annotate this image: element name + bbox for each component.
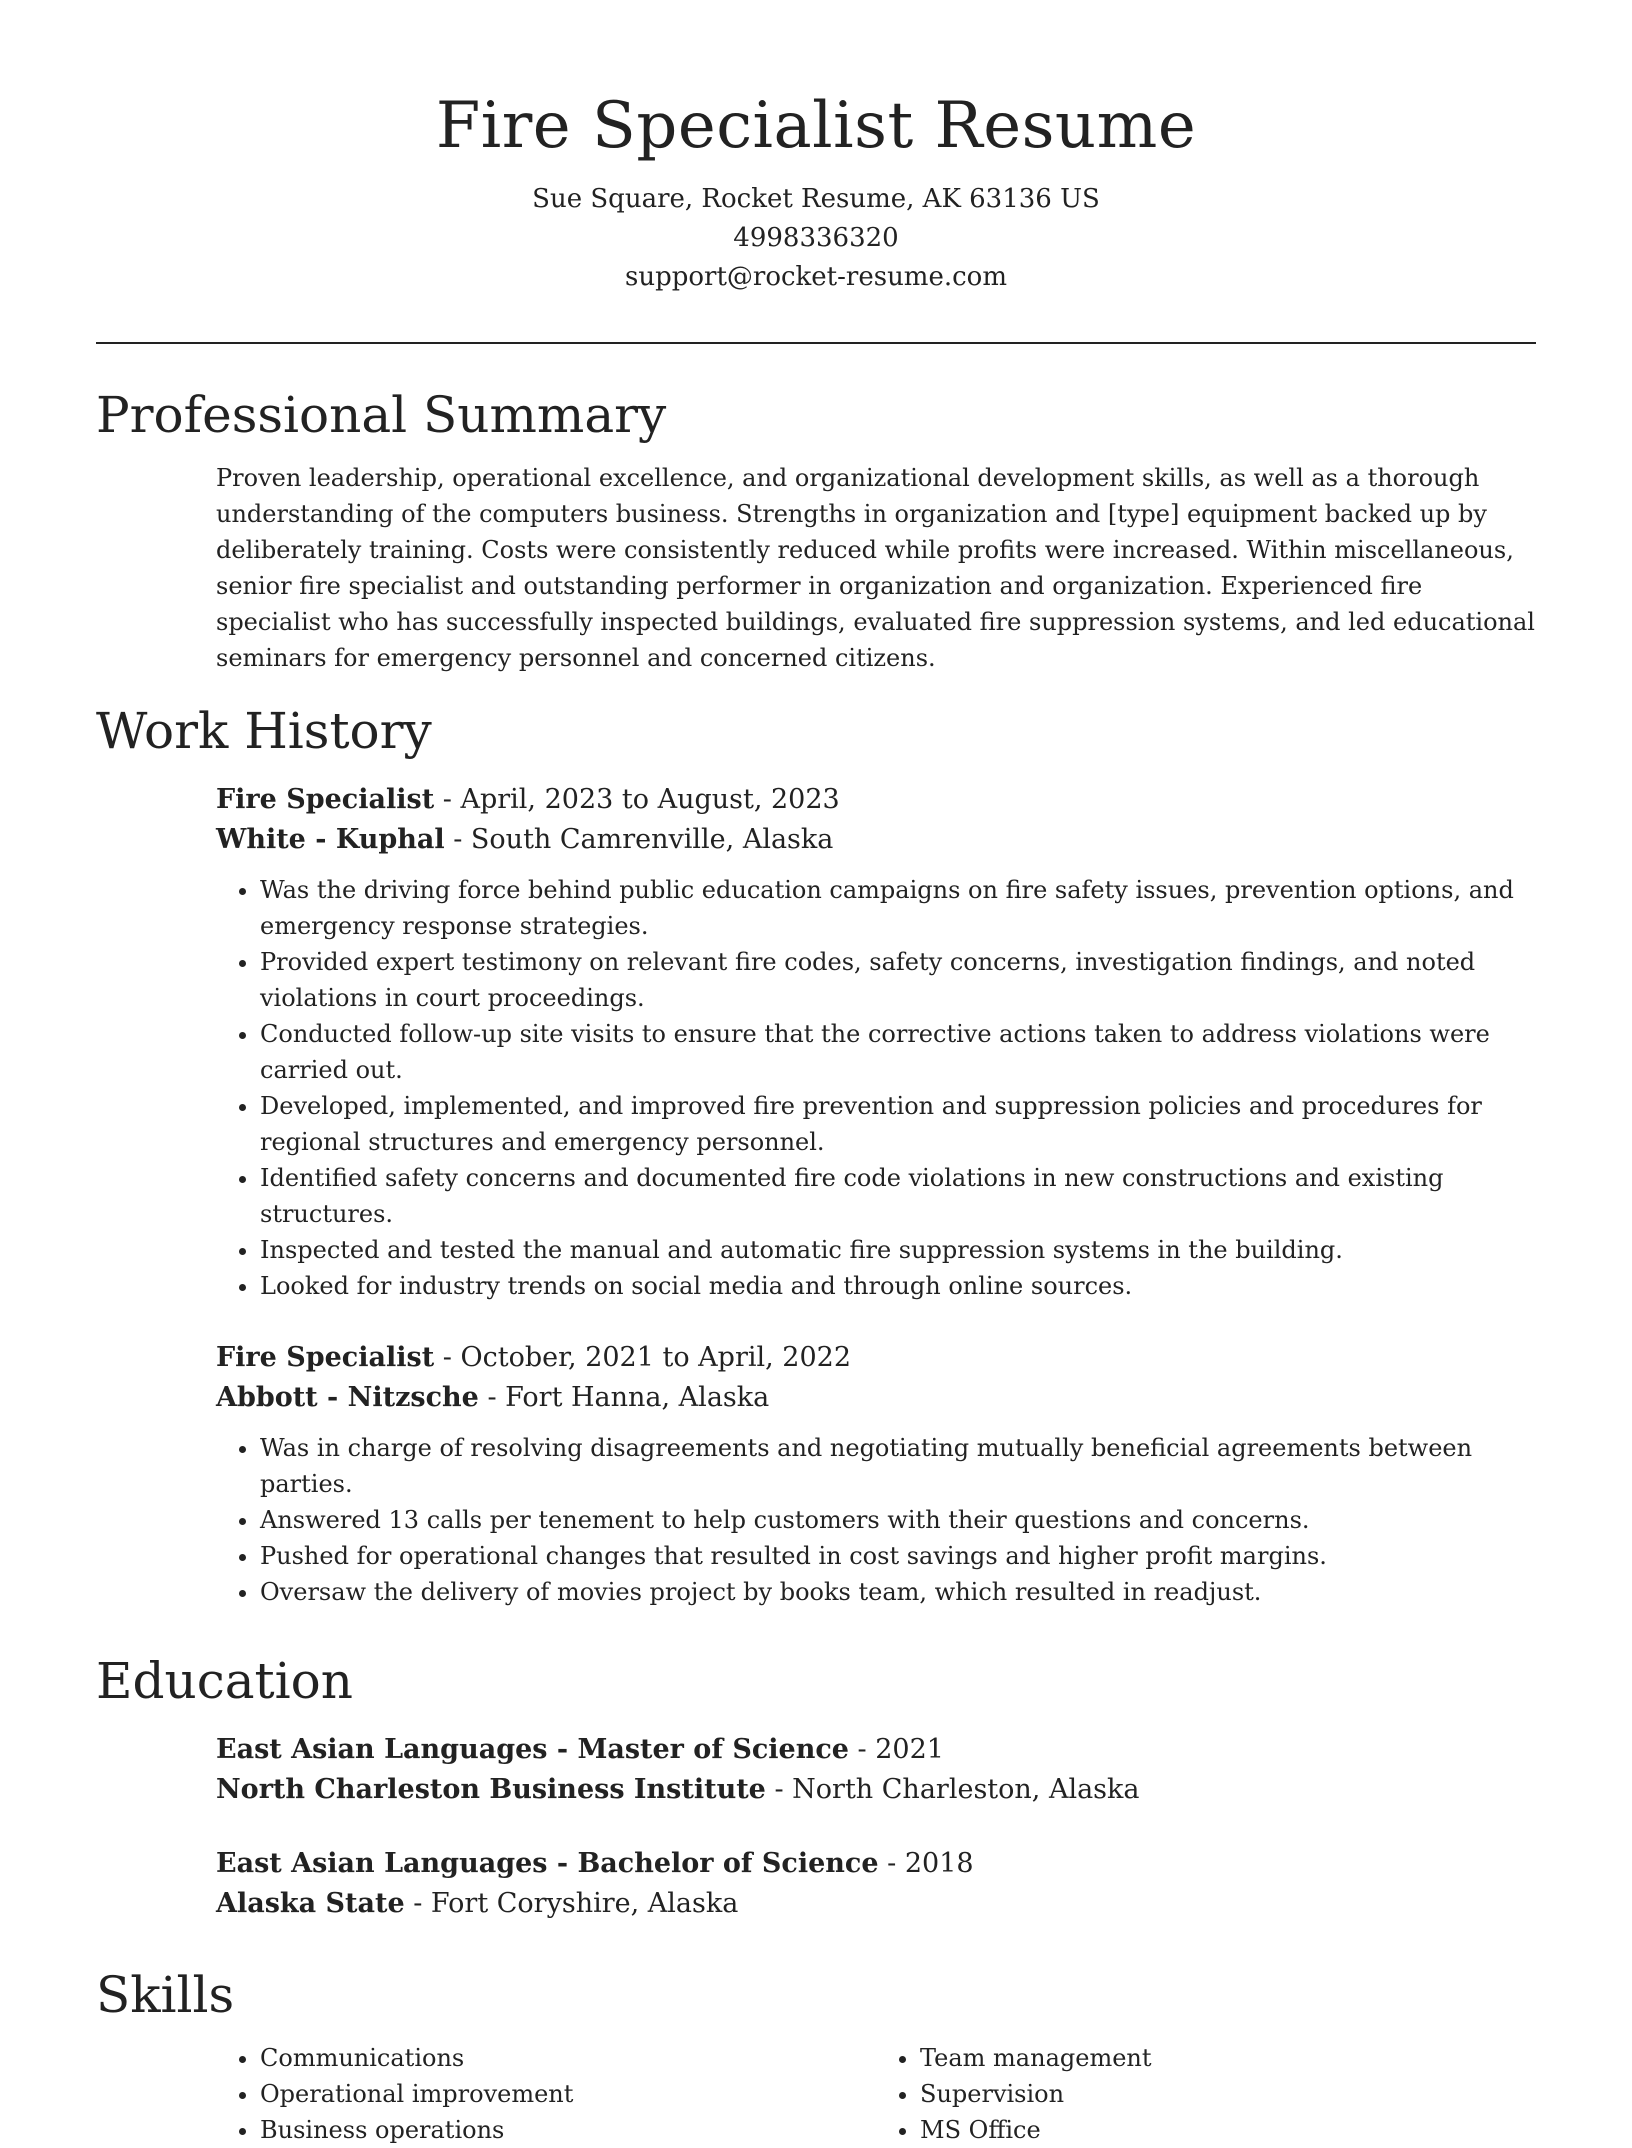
contact-block xyxy=(0,180,1632,297)
contact-phone: 4998336320 xyxy=(733,223,899,253)
education-section xyxy=(96,1644,1536,1924)
job-bullets xyxy=(216,872,1536,1304)
skill-item: • Supervision xyxy=(920,2076,1536,2112)
skills-heading: Skills xyxy=(96,1966,235,2024)
education-heading: Education xyxy=(96,1652,353,1710)
education-degree-line xyxy=(216,1730,1536,1770)
education-school: North Charleston Business Institute xyxy=(216,1774,766,1805)
header-divider xyxy=(96,342,1536,344)
education-degree: East Asian Languages - Master of Science xyxy=(216,1734,849,1765)
skills-column-left xyxy=(216,2040,876,2148)
job-employer: White - Kuphal xyxy=(216,824,445,855)
skills-section xyxy=(96,1958,1536,2148)
education-location: - North Charleston, Alaska xyxy=(765,1774,1140,1805)
skills-body xyxy=(216,2040,1536,2148)
education-year: - 2018 xyxy=(878,1848,974,1879)
education-body xyxy=(216,1730,1536,1924)
education-entry xyxy=(216,1844,1536,1924)
skill-item: • MS Office xyxy=(920,2112,1536,2148)
job-location: - South Camrenville, Alaska xyxy=(444,824,834,855)
job-dates: - April, 2023 to August, 2023 xyxy=(434,784,840,815)
skill-item: • Team management xyxy=(920,2040,1536,2076)
job-bullet: • Looked for industry trends on social media and through online sources. xyxy=(260,1268,1536,1304)
job-bullets xyxy=(216,1430,1536,1610)
contact-address: Sue Square, Rocket Resume, AK 63136 US xyxy=(532,184,1100,214)
job-bullet: • Identified safety concerns and documented fire code violations in new constructions and existing structures. xyxy=(260,1160,1536,1232)
summary-text: Proven leadership, operational excellence, and organizational development skills, as well as a thorough understanding of the computers business. Strengths in organization and [type] equipment backed up by deliberately training. Costs were consistently reduced while profits were increased. Within miscellaneous, senior fire specialist and outstanding performer in organization and organization. Experienced fire specialist who has successfully inspected buildings, evaluated fire suppression systems, and led educational seminars for emergency personnel and concerned citizens. xyxy=(216,464,1535,672)
job-title-line xyxy=(216,780,1536,820)
job-dates: - October, 2021 to April, 2022 xyxy=(434,1342,852,1373)
job-employer-line xyxy=(216,1378,1536,1418)
job-bullet: • Inspected and tested the manual and automatic fire suppression systems in the building. xyxy=(260,1232,1536,1268)
job-entry xyxy=(216,780,1536,1304)
job-employer-line xyxy=(216,820,1536,860)
education-school-line xyxy=(216,1770,1536,1810)
education-year: - 2021 xyxy=(848,1734,944,1765)
job-location: - Fort Hanna, Alaska xyxy=(478,1382,770,1413)
job-bullet: • Provided expert testimony on relevant fire codes, safety concerns, investigation findings, and noted violations in court proceedings. xyxy=(260,944,1536,1016)
job-entry xyxy=(216,1338,1536,1610)
summary-section xyxy=(96,378,1536,676)
work-history-section xyxy=(96,694,1536,1610)
job-bullet: • Was the driving force behind public education campaigns on fire safety issues, prevention options, and emergency response strategies. xyxy=(260,872,1536,944)
job-bullet: • Pushed for operational changes that resulted in cost savings and higher profit margins. xyxy=(260,1538,1536,1574)
skill-item: • Operational improvement xyxy=(260,2076,876,2112)
education-degree-line xyxy=(216,1844,1536,1884)
education-degree: East Asian Languages - Bachelor of Science xyxy=(216,1848,879,1879)
summary-body xyxy=(216,460,1536,676)
job-bullet: • Answered 13 calls per tenement to help customers with their questions and concerns. xyxy=(260,1502,1536,1538)
skill-item: • Business operations xyxy=(260,2112,876,2148)
job-title-line xyxy=(216,1338,1536,1378)
skill-item: • Communications xyxy=(260,2040,876,2076)
job-bullet: • Developed, implemented, and improved fire prevention and suppression policies and procedures for regional structures and emergency personnel. xyxy=(260,1088,1536,1160)
skills-column-right xyxy=(876,2040,1536,2148)
resume-title: Fire Specialist Resume xyxy=(435,89,1197,163)
summary-heading: Professional Summary xyxy=(96,386,667,444)
education-school-line xyxy=(216,1884,1536,1924)
contact-email: support@rocket-resume.com xyxy=(624,262,1007,292)
resume-header xyxy=(0,82,1632,297)
job-bullet: • Was in charge of resolving disagreements and negotiating mutually beneficial agreements between parties. xyxy=(260,1430,1536,1502)
work-history-heading: Work History xyxy=(96,702,432,760)
job-title: Fire Specialist xyxy=(216,784,435,815)
education-location: - Fort Coryshire, Alaska xyxy=(404,1888,739,1919)
job-bullet: • Oversaw the delivery of movies project by books team, which resulted in readjust. xyxy=(260,1574,1536,1610)
job-employer: Abbott - Nitzsche xyxy=(216,1382,479,1413)
job-bullet: • Conducted follow-up site visits to ensure that the corrective actions taken to address violations were carried out. xyxy=(260,1016,1536,1088)
work-history-body xyxy=(216,780,1536,1610)
resume-content xyxy=(96,378,1536,2148)
job-title: Fire Specialist xyxy=(216,1342,435,1373)
education-entry xyxy=(216,1730,1536,1810)
education-school: Alaska State xyxy=(216,1888,405,1919)
